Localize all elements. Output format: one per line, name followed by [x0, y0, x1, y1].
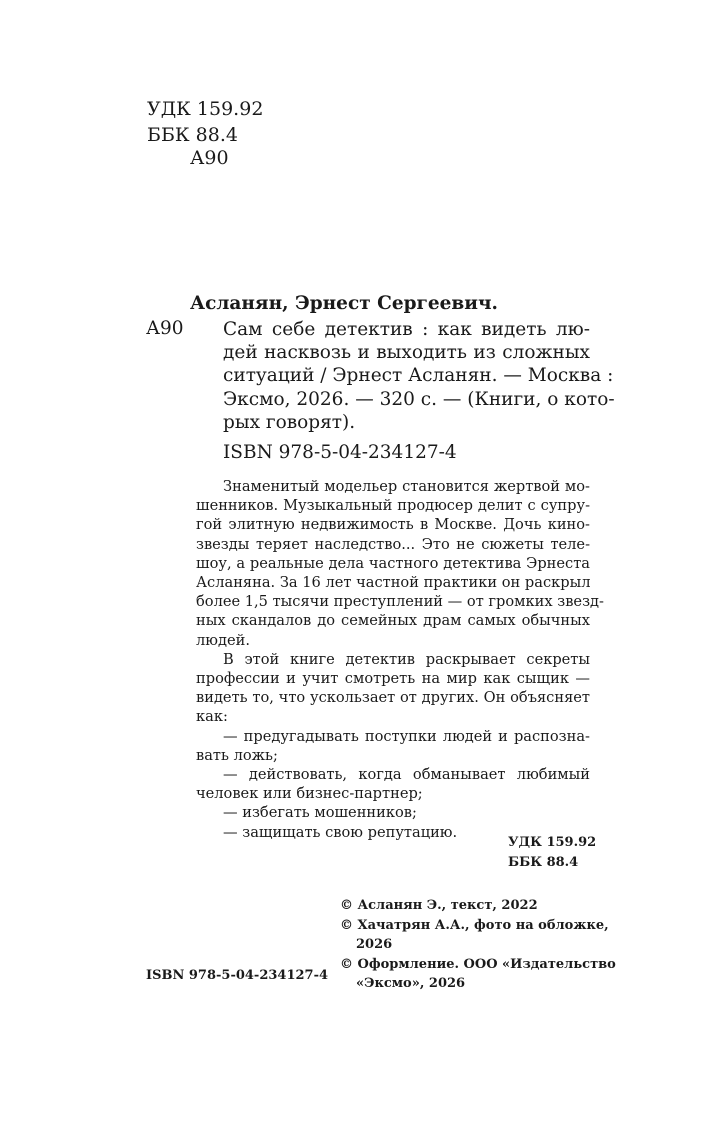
catalog-isbn: ISBN 978-5-04-234127-4: [223, 442, 457, 463]
list-item: — действовать, когда обманывает любимый: [223, 766, 590, 784]
annotation-line: гой элитную недвижимость в Москве. Дочь кино-: [196, 516, 590, 534]
description-line: дей насквозь и выходить из сложных: [223, 342, 590, 364]
annotation-line: видеть то, что ускользает от других. Он объясняет: [196, 689, 590, 707]
annotation-line: более 1,5 тысячи преступлений — от громких звезд-: [196, 593, 604, 611]
list-item-continuation: человек или бизнес-партнер;: [196, 785, 423, 803]
bbk-code: ББК 88.4: [147, 124, 238, 146]
copyright-line-continuation: «Эксмо», 2026: [356, 976, 466, 991]
annotation-line: шоу, а реальные дела частного детектива Эрнеста: [196, 554, 590, 572]
description-line: Сам себе детектив : как видеть лю-: [223, 319, 590, 340]
annotation-line: как:: [196, 708, 228, 726]
annotation-line: людей.: [196, 631, 250, 649]
author-heading: Асланян, Эрнест Сергеевич.: [190, 293, 498, 314]
copyright-line: © Хачатрян А.А., фото на обложке,: [340, 917, 609, 933]
list-item: — избегать мошенников;: [223, 804, 417, 822]
annotation: [196, 477, 604, 842]
copyright-line: © Асланян Э., текст, 2022: [340, 898, 538, 913]
copyright-line: © Оформление. ООО «Издательство: [340, 956, 616, 972]
annotation-line: В этой книге детектив раскрывает секреты: [223, 650, 590, 668]
list-item: — защищать свою репутацию.: [223, 823, 458, 841]
copyright-block: [340, 896, 616, 994]
bottom-bbk: ББК 88.4: [508, 854, 579, 870]
author-sign-code: А90: [190, 147, 229, 169]
bibliographic-description: [223, 318, 615, 434]
list-item-continuation: вать ложь;: [196, 746, 278, 764]
description-line: Эксмо, 2026. — 320 с. — (Книги, о кото-: [223, 388, 615, 410]
copyright-line-continuation: 2026: [356, 937, 393, 952]
annotation-line: звезды теряет наследство... Это не сюжеты теле-: [196, 535, 590, 553]
bottom-classification: [508, 833, 596, 872]
list-item: — предугадывать поступки людей и распозна-: [223, 727, 590, 745]
catalog-author-sign: А90: [146, 318, 184, 339]
annotation-line: профессии и учит смотреть на мир как сыщик —: [196, 670, 590, 688]
annotation-line: Асланяна. За 16 лет частной практики он раскрыл: [196, 574, 591, 592]
description-line: ситуаций / Эрнест Асланян. — Москва :: [223, 365, 614, 387]
bottom-isbn: ISBN 978-5-04-234127-4: [146, 968, 329, 983]
udk-code: УДК 159.92: [147, 98, 264, 120]
annotation-line: ных скандалов до семейных драм самых обычных: [196, 612, 590, 630]
annotation-line: шенников. Музыкальный продюсер делит с супру-: [196, 497, 590, 515]
bottom-udk: УДК 159.92: [508, 835, 597, 850]
description-line: рых говорят).: [223, 411, 356, 433]
annotation-line: Знаменитый модельер становится жертвой мо-: [223, 478, 590, 495]
